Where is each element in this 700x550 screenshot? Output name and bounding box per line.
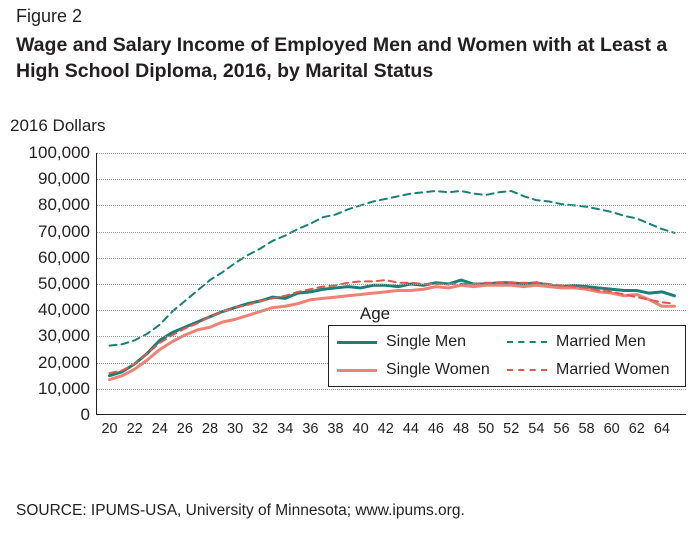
x-axis-tick-label: 46	[427, 421, 444, 437]
x-axis-tick-label: 26	[176, 421, 193, 437]
legend-item-single-men	[337, 333, 507, 351]
gridline	[97, 179, 686, 180]
x-axis-title	[0, 304, 700, 324]
y-axis-tick-label: 20,000	[38, 352, 90, 372]
y-axis-tick-label: 60,000	[38, 247, 90, 267]
x-axis-tick-label: 44	[402, 421, 419, 437]
gridline	[97, 389, 686, 390]
x-axis-tick-label: 22	[126, 421, 143, 437]
legend-item-married-women	[507, 361, 677, 379]
x-axis-title-text: Age	[359, 304, 391, 323]
gridline	[97, 284, 686, 285]
x-axis-tick-label: 38	[327, 421, 344, 437]
x-axis-tick-label: 60	[603, 421, 620, 437]
legend-label-married-women: Married Women	[556, 361, 670, 378]
y-axis-tick-label: 0	[80, 405, 90, 424]
x-axis-tick-label: 36	[302, 421, 319, 437]
legend-item-married-men	[507, 333, 677, 351]
x-axis-tick-label: 54	[528, 421, 545, 437]
x-axis-tick-label: 52	[503, 421, 520, 437]
y-axis-title: 2016 Dollars	[10, 116, 106, 135]
x-axis-tick-label: 56	[553, 421, 570, 437]
x-axis-tick-label: 40	[352, 421, 369, 437]
x-axis-tick-label: 32	[252, 421, 269, 437]
chart	[0, 144, 700, 444]
legend-swatch-single-men	[337, 341, 377, 344]
y-axis-tick-label: 100,000	[28, 143, 90, 162]
y-axis-tick-label: 40,000	[38, 300, 90, 320]
legend-swatch-married-men	[507, 341, 547, 343]
x-axis-tick-label: 34	[277, 421, 294, 437]
legend-swatch-single-women	[337, 369, 377, 372]
x-axis-tick-label: 30	[227, 421, 244, 437]
y-axis-tick-label: 10,000	[38, 378, 90, 398]
legend-label-married-men: Married Men	[556, 333, 646, 350]
y-axis-tick-label: 30,000	[38, 326, 90, 346]
gridline	[97, 205, 686, 206]
legend-swatch-married-women	[507, 369, 547, 371]
gridline	[97, 258, 686, 259]
x-axis-tick-label: 42	[377, 421, 394, 437]
x-axis-tick-label: 20	[101, 421, 118, 437]
x-axis-tick-label: 48	[452, 421, 470, 437]
legend-label-single-women: Single Women	[386, 361, 490, 378]
x-axis-tick-label: 58	[578, 421, 595, 437]
source-note: SOURCE: IPUMS-USA, University of Minnesota; www.ipums.org.	[16, 502, 465, 519]
x-axis-tick-label: 62	[628, 421, 645, 437]
x-axis-tick-label: 28	[201, 421, 219, 437]
x-axis-tick-label: 50	[478, 421, 495, 437]
y-axis-tick-label: 50,000	[38, 274, 90, 293]
legend-item-single-women	[337, 361, 507, 379]
gridline	[97, 153, 686, 154]
x-axis-tick-label: 24	[151, 421, 168, 437]
gridline	[97, 232, 686, 233]
page-title: Wage and Salary Income of Employed Men and Women with at Least a High School Diploma, 2016, by Marital Status	[16, 34, 668, 82]
x-axis-tick-label: 64	[653, 421, 670, 437]
figure-label: Figure 2	[16, 6, 83, 26]
chart-legend	[328, 325, 686, 387]
y-axis-tick-label: 70,000	[38, 221, 90, 241]
legend-label-single-men: Single Men	[386, 333, 467, 350]
y-axis-tick-label: 90,000	[38, 169, 90, 189]
y-axis-tick-label: 80,000	[38, 195, 90, 215]
